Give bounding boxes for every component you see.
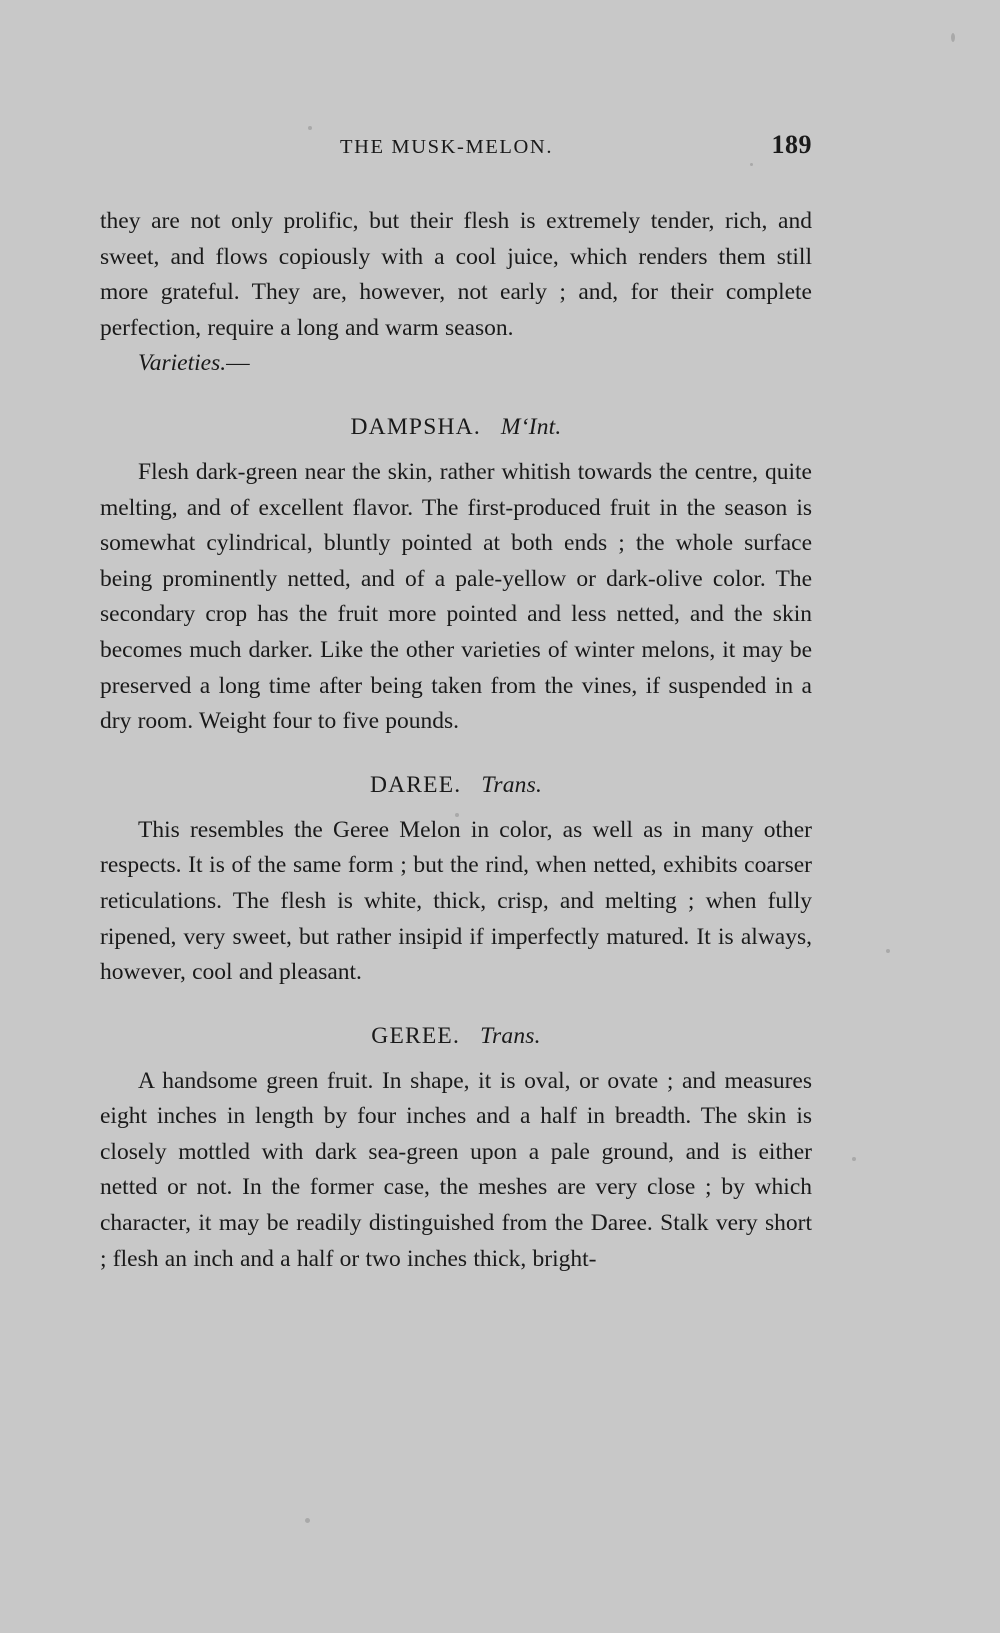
cultivar-authority: M‘Int. (500, 413, 562, 440)
paragraph-dampsha: Flesh dark-green near the skin, rather whitish towards the centre, quite melting, and of excellent flavor. The first-produced fruit in the season is somewhat cylindrical, bluntly pointed at both ends ; the whole surface being prominently netted, and of a pale-yellow or dark-olive color. The secondary crop has the fruit more pointed and less netted, and the skin becomes much darker. Like the other varieties of winter melons, it may be preserved a long time after being taken from the vines, if suspended in a dry room. Weight four to five pounds. (100, 458, 812, 735)
page-content (100, 130, 812, 1277)
cultivar-authority: Trans. (481, 771, 543, 798)
page-number: 189 (771, 130, 812, 159)
print-speck (852, 1157, 856, 1161)
cultivar-authority: Trans. (480, 1022, 541, 1049)
section-heading-geree (100, 1023, 812, 1050)
cultivar-name: GEREE. (371, 1022, 461, 1049)
paragraph-daree: This resembles the Geree Melon in color, as well as in many other respects. It is of the same form ; but the rind, when netted, exhibits coarser reticulations. The flesh is white, thick, crisp, and melting ; when fully ripened, very sweet, but rather insipid if imperfectly matured. It is always, however, cool and pleasant. (100, 816, 812, 986)
cultivar-name: DAMPSHA. (350, 413, 481, 440)
print-speck (305, 1518, 310, 1523)
cultivar-name: DAREE. (369, 771, 462, 798)
paragraph-geree: A handsome green fruit. In shape, it is oval, or ovate ; and measures eight inches in length by four inches and a half in breadth. The skin is closely mottled with dark sea-green upon a pale ground, and is either netted or not. In the former case, the meshes are very close ; by which character, it may be readily distinguished from the Daree. Stalk very short ; flesh an inch and a half or two inches thick, bright- (100, 1067, 812, 1272)
print-speck (886, 949, 890, 953)
section-heading-dampsha (100, 414, 812, 441)
varieties-dash: — (226, 350, 250, 377)
varieties-line (100, 346, 812, 382)
section-heading-daree (100, 772, 812, 799)
running-head (100, 130, 812, 160)
varieties-label: Varieties. (138, 350, 227, 377)
print-speck (951, 33, 955, 42)
running-title: THE MUSK-MELON. (340, 136, 554, 158)
paragraph-opening: they are not only prolific, but their flesh is extremely tender, rich, and sweet, and flows copiously with a cool juice, which renders them still more grateful. They are, however, not early ; and, for their complete perfection, require a long and warm season. (100, 208, 812, 341)
